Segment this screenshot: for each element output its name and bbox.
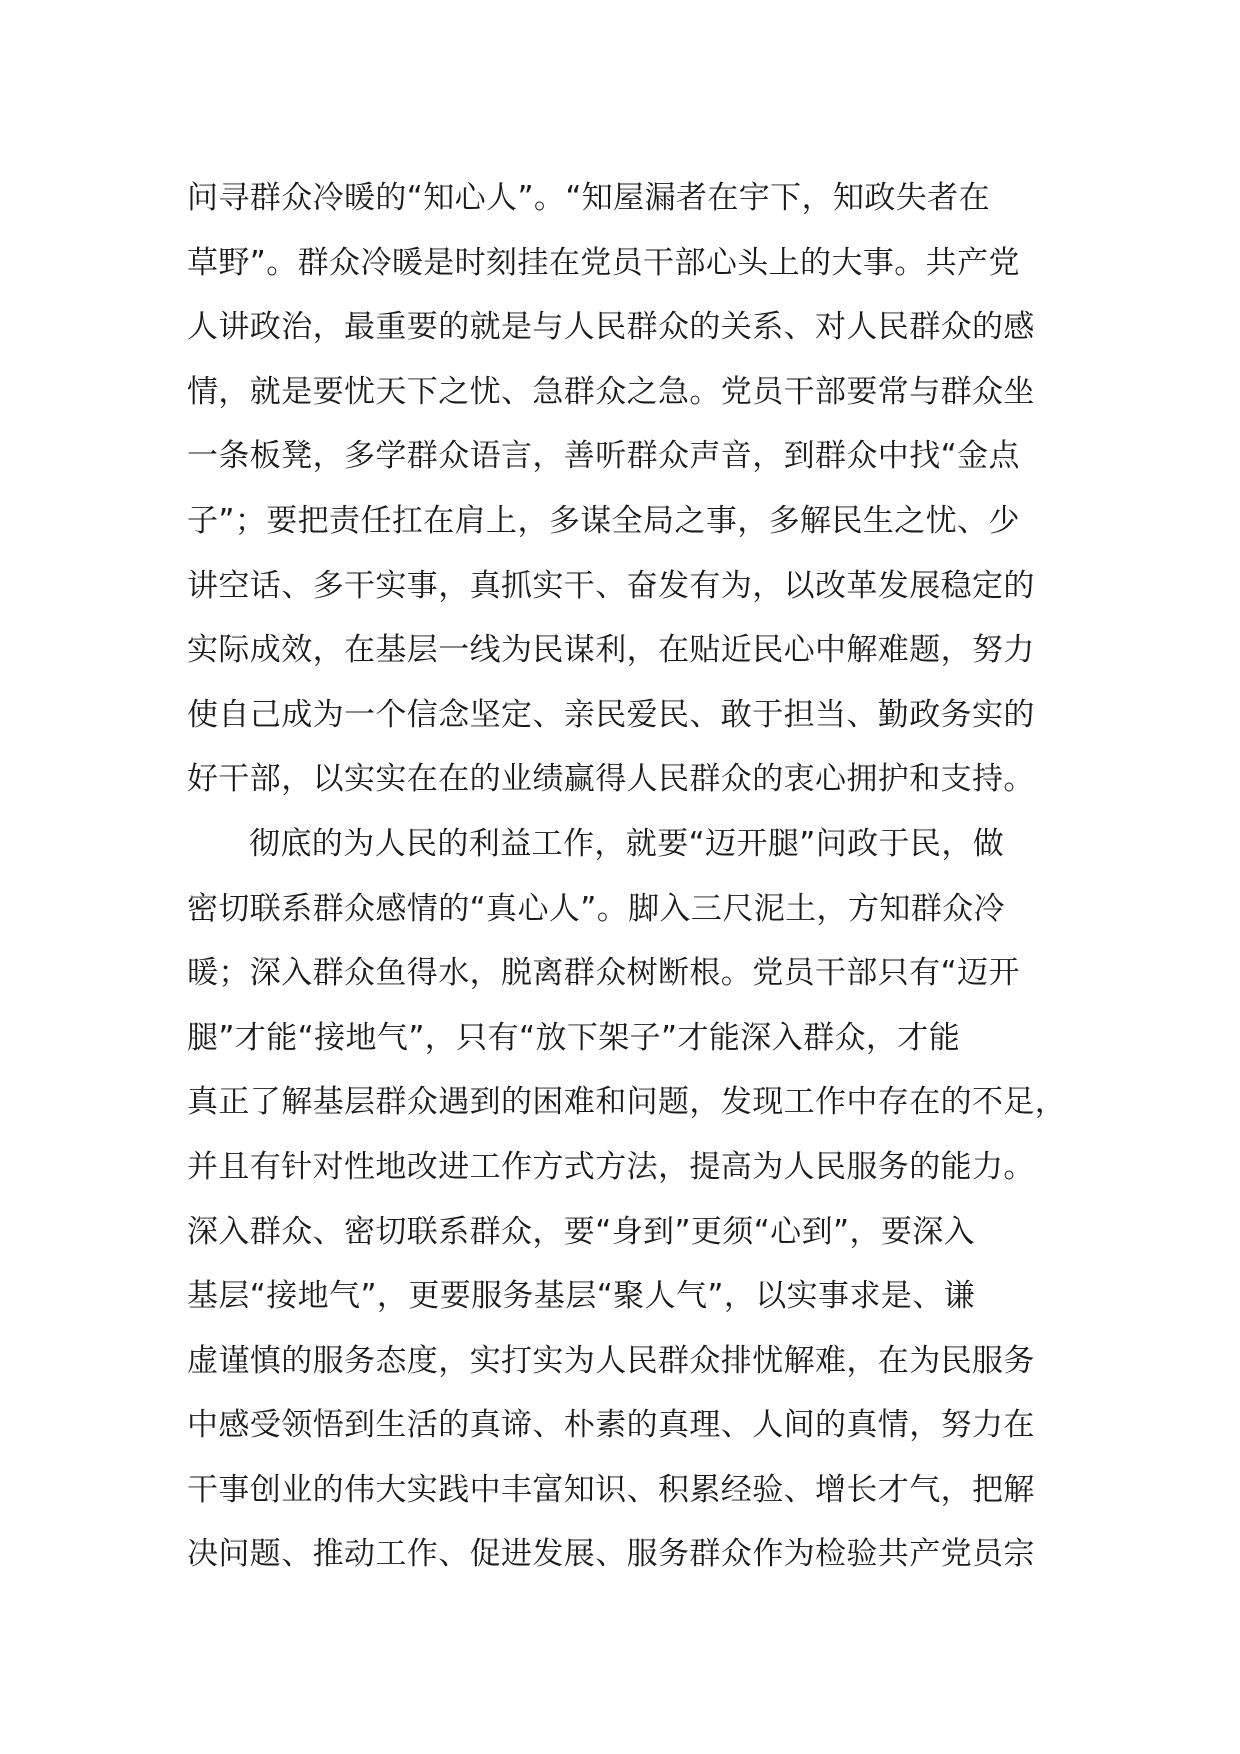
text-line: 基层“接地气”，更要服务基层“聚人气”，以实事求是、谦 [187,1278,976,1315]
text-line: 密切联系群众感情的“真心人”。脚入三尺泥土，方知群众冷 [187,890,1005,927]
text-line: 使自己成为一个信念坚定、亲民爱民、敢于担当、勤政务实的 [187,696,1035,733]
text-line: 实际成效，在基层一线为民谋利，在贴近民心中解难题，努力 [187,632,1035,669]
text-line: 虚谨慎的服务态度，实打实为人民群众排忧解难，在为民服务 [187,1342,1035,1379]
text-line: 一条板凳，多学群众语言，善听群众声音，到群众中找“金点 [187,438,1020,475]
text-line: 讲空话、多干实事，真抓实干、奋发有为，以改革发展稳定的 [187,567,1035,604]
text-line: 腿”才能“接地气”，只有“放下架子”才能深入群众，才能 [187,1019,961,1056]
text-line: 深入群众、密切联系群众，要“身到”更须“心到”，要深入 [187,1213,976,1250]
text-line: 情，就是要忧天下之忧、急群众之急。党员干部要常与群众坐 [187,373,1035,410]
text-line: 中感受领悟到生活的真谛、朴素的真理、人间的真情，努力在 [187,1407,1035,1444]
text-line: 并且有针对性地改进工作方式方法，提高为人民服务的能力。 [187,1148,1035,1185]
text-line: 问寻群众冷暖的“知心人”。“知屋漏者在宇下，知政失者在 [187,180,990,216]
text-line: 干事创业的伟大实践中丰富知识、积累经验、增长才气，把解 [187,1471,1035,1508]
text-line: 草野”。群众冷暖是时刻挂在党员干部心头上的大事。共产党 [187,244,1020,281]
text-line: 真正了解基层群众遇到的困难和问题，发现工作中存在的不足， [187,1084,1067,1121]
body-text [187,166,1067,1587]
text-line: 决问题、推动工作、促进发展、服务群众作为检验共产党员宗 [187,1536,1035,1573]
text-line: 好干部，以实实在在的业绩赢得人民群众的衷心拥护和支持。 [187,761,1035,798]
paragraph-start-line: 彻底的为人民的利益工作，就要“迈开腿”问政于民，做 [249,825,1005,862]
text-line: 子”；要把责任扛在肩上，多谋全局之事，多解民生之忧、少 [187,502,1020,539]
text-line: 暖；深入群众鱼得水，脱离群众树断根。党员干部只有“迈开 [187,955,1020,992]
text-line: 人讲政治，最重要的就是与人民群众的关系、对人民群众的感 [187,309,1035,346]
